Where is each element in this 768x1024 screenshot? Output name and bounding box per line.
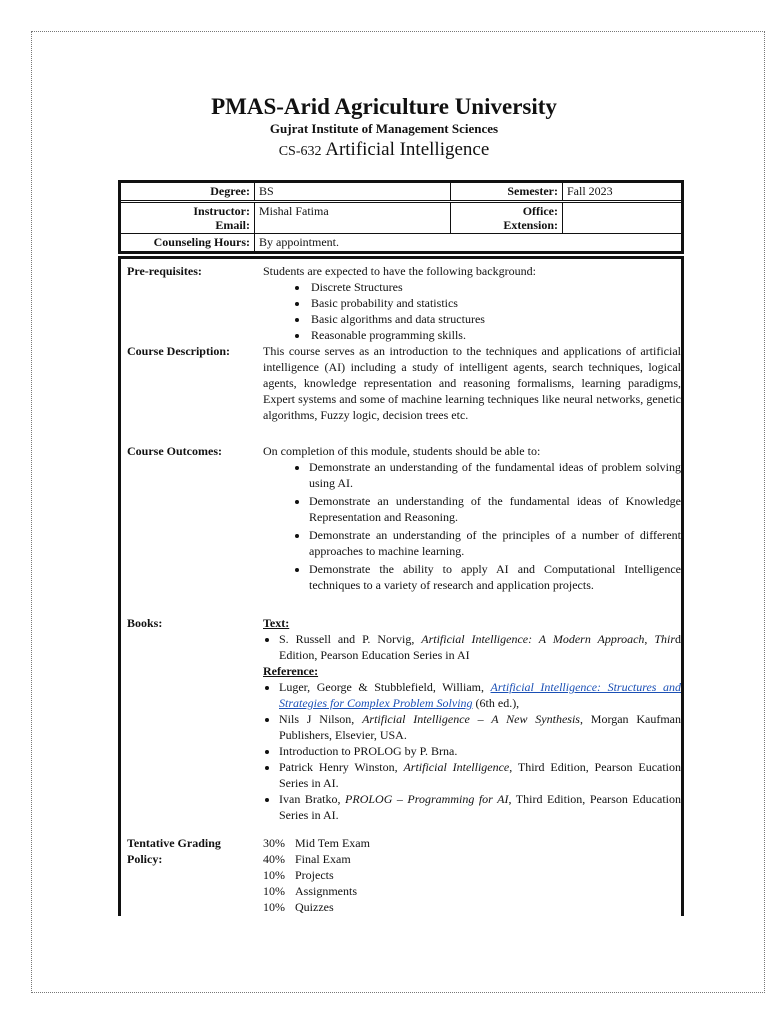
text-book-publisher: d Edition, Pearson Education Series in AI: [279, 632, 682, 662]
ref2-publisher: , Morgan Kaufman Publishers, Elsevier, USA.: [279, 712, 681, 742]
list-item: [279, 711, 681, 743]
ref2-author: Nils J Nilson,: [279, 712, 363, 726]
ref4-author: Patrick Henry Winston,: [279, 760, 404, 774]
list-item: • Discrete Structures: [309, 279, 681, 295]
list-item: • Demonstrate an understanding of the fundamental ideas of problem solving using AI.: [309, 459, 681, 491]
counseling-row: [121, 234, 681, 251]
ref2-title: Artificial Intelligence – A New Synthesis: [362, 712, 580, 726]
ref4-title: Artificial Intelligence: [403, 760, 510, 774]
prereq-list: [263, 279, 681, 343]
text-heading: Text:: [263, 616, 290, 630]
degree-value: BS: [255, 183, 451, 200]
semester-label: Semester:: [451, 183, 563, 200]
list-item: • S. Russell and P. Norvig, Artificial Intelligence: A Modern Approach, Third Edition, Pearson Education Series in AI: [279, 631, 681, 663]
list-item: [263, 867, 681, 883]
grading-percent: 10%: [263, 884, 285, 898]
list-item: • Basic algorithms and data structures: [309, 311, 681, 327]
semester-value: Fall 2023: [567, 184, 613, 198]
list-item: [279, 791, 681, 823]
info-table: [118, 180, 684, 254]
text-book-title: Artificial Intelligence: A Modern Approach: [421, 632, 645, 646]
grading-list: [263, 835, 681, 915]
list-item: [263, 883, 681, 899]
degree-row: [121, 183, 681, 203]
university-title: PMAS-Arid Agriculture University: [211, 94, 557, 119]
list-item: [279, 679, 681, 711]
grading-label: [127, 835, 257, 867]
description-label: Course Description:: [127, 344, 230, 358]
instructor-value: Mishal Fatima: [259, 204, 329, 218]
counseling-label: Counseling Hours:: [121, 234, 255, 251]
instructor-email-labels: [121, 203, 255, 233]
degree-label: Degree:: [121, 183, 255, 200]
grading-item: Quizzes: [295, 900, 334, 914]
list-item: • Demonstrate an understanding of the fundamental ideas of Knowledge Representation and Reasoning.: [309, 493, 681, 525]
text-book-author: S. Russell and P. Norvig,: [279, 632, 422, 646]
office-label: Office:: [522, 204, 558, 218]
ref4-publisher: , Third Edition, Pearson Eucation Series in AI.: [279, 760, 682, 790]
list-item: • Demonstrate the ability to apply AI and Computational Intelligence techniques to a variety of research and application projects.: [309, 561, 681, 593]
outcomes-content: [263, 443, 681, 595]
books-content: [263, 615, 681, 823]
grading-item: Final Exam: [295, 852, 351, 866]
outcomes-list: [263, 459, 681, 593]
books-label: Books:: [127, 616, 163, 630]
text-book-list: [263, 631, 681, 663]
course-details: [118, 256, 684, 916]
instructor-row: [121, 203, 681, 234]
grading-item: Mid Tem Exam: [295, 836, 370, 850]
text-book-edition-italic: Thir: [654, 632, 676, 646]
grading-item: Assignments: [295, 884, 358, 898]
list-item: • Basic probability and statistics: [309, 295, 681, 311]
ref1-edition: (6th ed.),: [472, 696, 520, 710]
email-label: Email:: [215, 218, 250, 232]
grading-label-line1: Tentative Grading: [127, 836, 221, 850]
list-item: • Demonstrate an understanding of the principles of a number of different approaches to machine learning.: [309, 527, 681, 559]
prereq-label: Pre-requisites:: [127, 264, 202, 278]
list-item: • Reasonable programming skills.: [309, 327, 681, 343]
list-item: [279, 759, 681, 791]
ref5-author: Ivan Bratko,: [279, 792, 346, 806]
list-item: [263, 835, 681, 851]
office-extension-values: [563, 203, 681, 233]
list-item: • Introduction to PROLOG by P. Brna.: [279, 743, 681, 759]
course-code: CS-632: [278, 144, 322, 159]
grading-percent: 30%: [263, 836, 285, 850]
outcomes-intro: On completion of this module, students should be able to:: [263, 444, 541, 458]
instructor-label: Instructor:: [193, 204, 250, 218]
reference-list: [263, 679, 681, 823]
grading-label-line2: Policy:: [127, 852, 163, 866]
course-title: [0, 139, 768, 161]
description-text: This course serves as an introduction to the techniques and applications of artificial intelligence (AI) including a study of intelligent agents, search techniques, logical agents, knowledge representation and reasoning formalisms, learning paradigms, Expert systems and some of machine learning techniques like neural networks, genetic algorithms, Fuzzy logic, decision trees etc.: [263, 344, 681, 422]
prereq-content: [263, 263, 681, 343]
ref1-author: Luger, George & Stubblefield, William,: [279, 680, 491, 694]
office-extension-labels: [451, 203, 563, 233]
ref1-title-link[interactable]: Artificial Intelligence: Structures and Strategies for Complex Problem Solving: [279, 680, 681, 710]
outcomes-label: Course Outcomes:: [127, 444, 222, 458]
institute-name: Gujrat Institute of Management Sciences: [269, 121, 499, 136]
grading-percent: 40%: [263, 852, 285, 866]
counseling-value: By appointment.: [259, 235, 339, 249]
grading-percent: 10%: [263, 900, 285, 914]
grading-item: Projects: [295, 868, 334, 882]
grading-percent: 10%: [263, 868, 285, 882]
reference-heading: Reference:: [263, 664, 319, 678]
list-item: [263, 851, 681, 867]
course-name: Artificial Intelligence: [325, 139, 490, 160]
ref5-publisher: , Third Edition, Pearson Education Series in AI.: [279, 792, 682, 822]
prereq-intro: Students are expected to have the following background:: [263, 264, 536, 278]
extension-label: Extension:: [503, 218, 558, 232]
instructor-email-values: [255, 203, 451, 233]
ref5-title: PROLOG – Programming for AI: [345, 792, 509, 806]
list-item: [263, 899, 681, 915]
